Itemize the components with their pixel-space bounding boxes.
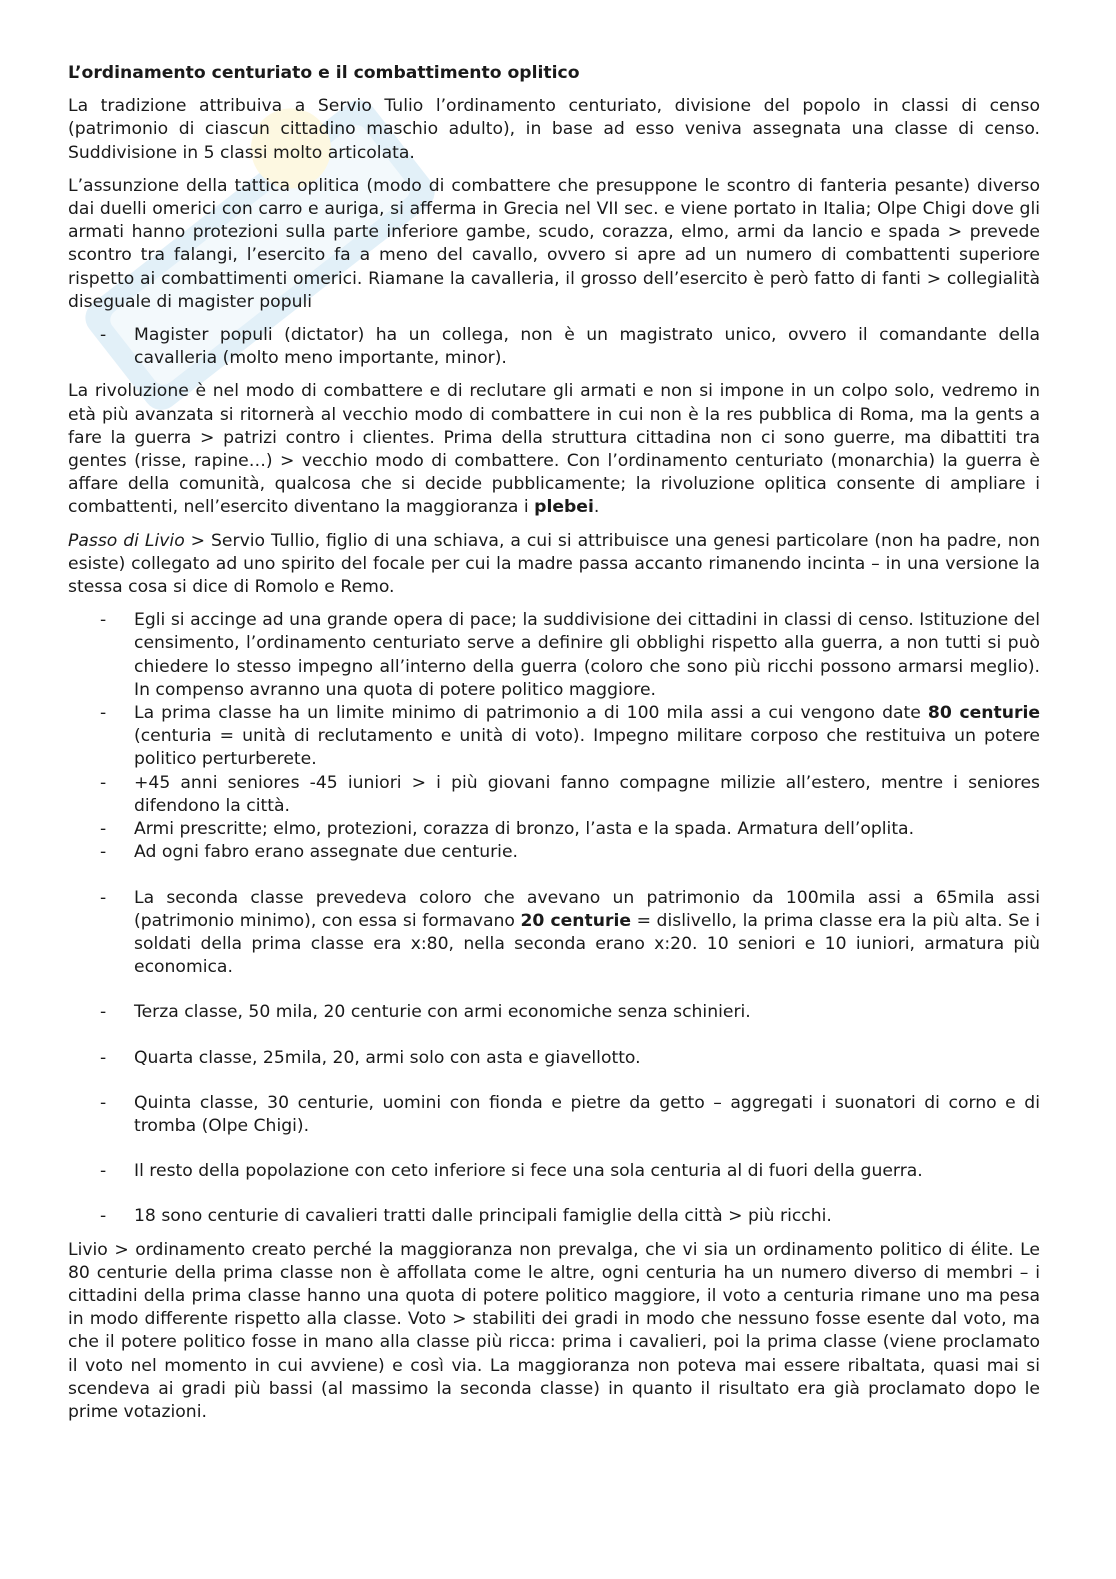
list-item: - Ad ogni fabro erano assegnate due centurie.: [68, 841, 1040, 864]
paragraph-revolution: La rivoluzione è nel modo di combattere e di reclutare gli armati e non si impone in un colpo solo, vedremo in età più avanzata si ritornerà al vecchio modo di combattere in cui non è la res pubblica di Roma, ma la gents a fare la guerra > patrizi contro i clientes. Prima della struttura cittadina non ci sono guerre, ma dibattiti tra gentes (risse, rapine…) > vecchio modo di combattere. Con l’ordinamento centuriato (monarchia) la guerra è affare della comunità, qualcosa che si decide pubblicamente; la rivoluzione oplitica consente di ampliare i combattenti, nell’esercito diventano la maggioranza i plebei.: [68, 381, 1040, 518]
bold-term: 20 centurie: [520, 910, 632, 931]
bold-term: 80 centurie: [927, 703, 1040, 724]
paragraph-text: La rivoluzione è nel modo di combattere e di reclutare gli armati e non si impone in un colpo solo, vedremo in età più avanzata si ritornerà al vecchio modo di combattere in cui non è la res pubblica di Roma, ma la gents a fare la guerra > patrizi contro i clientes. Prima della struttura cittadina non ci sono guerre, ma dibattiti tra gentes (risse, rapine…) > vecchio modo di combattere. Con l’ordinamento centuriato (monarchia) la guerra è affare della comunità, qualcosa che si decide pubblicamente; la rivoluzione oplitica consente di ampliare i combattenti, nell’esercito diventano la maggioranza i: [68, 381, 1040, 518]
paragraph-text: > Servio Tullio, figlio di una schiava, a cui si attribuisce una genesi particolare (non ha padre, non esiste) collegato ad uno spirito del focale per cui la madre passa accanto rimanendo incinta – in una versione la stessa cosa si dice di Romolo e Remo.: [68, 530, 1040, 598]
list-item: - Quarta classe, 25mila, 20, armi solo con asta e giavellotto.: [68, 1047, 1040, 1070]
list-item: - Armi prescritte; elmo, protezioni, corazza di bronzo, l’asta e la spada. Armatura dell’oplita.: [68, 818, 1040, 841]
list-item: - Terza classe, 50 mila, 20 centurie con armi economiche senza schinieri.: [68, 1001, 1040, 1024]
list-item: - Quinta classe, 30 centurie, uomini con fionda e pietre da getto – aggregati i suonatori di corno e di tromba (Olpe Chigi).: [68, 1092, 1040, 1138]
bullet-list-magister: [68, 324, 1040, 370]
paragraph-oplitic-tactics: L’assunzione della tattica oplitica (modo di combattere che presuppone le scontro di fanteria pesante) diverso dai duelli omerici con carro e auriga, si afferma in Grecia nel VII sec. e viene portato in Italia; Olpe Chigi dove gli armati hanno protezioni sulla parte inferiore gambe, scudo, corazza, elmo, armi da lancio e spada > prevede scontro tra falangi, l’esercito fa a meno del cavallo, ovvero si apre ad un numero di combattenti superiore rispetto ai combattimenti omerici. Riamane la cavalleria, il grosso dell’esercito è però fatto di fanti > collegialità diseguale di magister populi: [68, 175, 1040, 312]
italic-term: Passo di Livio: [68, 530, 185, 551]
document-title: L’ordinamento centuriato e il combattimento oplitico: [68, 63, 580, 83]
bold-term: plebei: [534, 497, 594, 518]
list-item: - Egli si accinge ad una grande opera di pace; la suddivisione dei cittadini in classi di censo. Istituzione del censimento, l’ordinamento centuriato serve a definire gli obblighi rispetto alla guerra, a non tutti si può chiedere lo stesso impegno all’interno della guerra (coloro che sono più ricchi possono armarsi meglio). In compenso avranno una quota di potere politico maggiore.: [68, 609, 1040, 702]
list-item: - Magister populi (dictator) ha un collega, non è un magistrato unico, ovvero il comandante della cavalleria (molto meno importante, minor).: [68, 324, 1040, 370]
list-item: - 18 sono centurie di cavalieri tratti dalle principali famiglie della città > più ricchi.: [68, 1205, 1040, 1228]
paragraph-conclusion: Livio > ordinamento creato perché la maggioranza non prevalga, che vi sia un ordinamento politico di élite. Le 80 centurie della prima classe non è affollata come le altre, ogni centuria ha un numero diverso di membri – i cittadini della prima classe hanno una quota di potere politico maggiore, il voto a centuria rimane uno ma pesa in modo differente rispetto alla classe. Voto > stabiliti dei gradi in modo che nessuno fosse esente dal voto, ma che il potere politico fosse in mano alla classe più ricca: prima i cavalieri, poi la prima classe (viene proclamato il voto nel momento in cui avviene) e così via. La maggioranza non poteva mai essere ribaltata, quasi mai si scendeva ai gradi più bassi (al massimo la seconda classe) in quanto il risultato era già proclamato dopo le prime votazioni.: [68, 1239, 1040, 1422]
paragraph-livio: [68, 530, 1040, 600]
document-page: [68, 62, 1040, 1434]
list-item: - Il resto della popolazione con ceto inferiore si fece una sola centuria al di fuori della guerra.: [68, 1160, 1040, 1183]
bullet-list-classes: [68, 609, 1040, 1228]
list-item: - +45 anni seniores -45 iuniori > i più giovani fanno compagne milizie all’estero, mentre i seniores difendono la città.: [68, 772, 1040, 818]
list-item: - La prima classe ha un limite minimo di patrimonio a di 100 mila assi a cui vengono date 80 centurie (centuria = unità di reclutamento e unità di voto). Impegno militare corposo che restituiva un potere politico perturberete.: [68, 702, 1040, 772]
paragraph-intro: La tradizione attribuiva a Servio Tulio l’ordinamento centuriato, divisione del popolo in classi di censo (patrimonio di ciascun cittadino maschio adulto), in base ad esso veniva assegnata una classe di censo. Suddivisione in 5 classi molto articolata.: [68, 96, 1040, 163]
list-item: - La seconda classe prevedeva coloro che avevano un patrimonio da 100mila assi a 65mila assi (patrimonio minimo), con essa si formavano 20 centurie = dislivello, la prima classe era la più alta. Se i soldati della prima classe era x:80, nella seconda erano x:20. 10 seniori e 10 iuniori, armatura più economica.: [68, 887, 1040, 980]
